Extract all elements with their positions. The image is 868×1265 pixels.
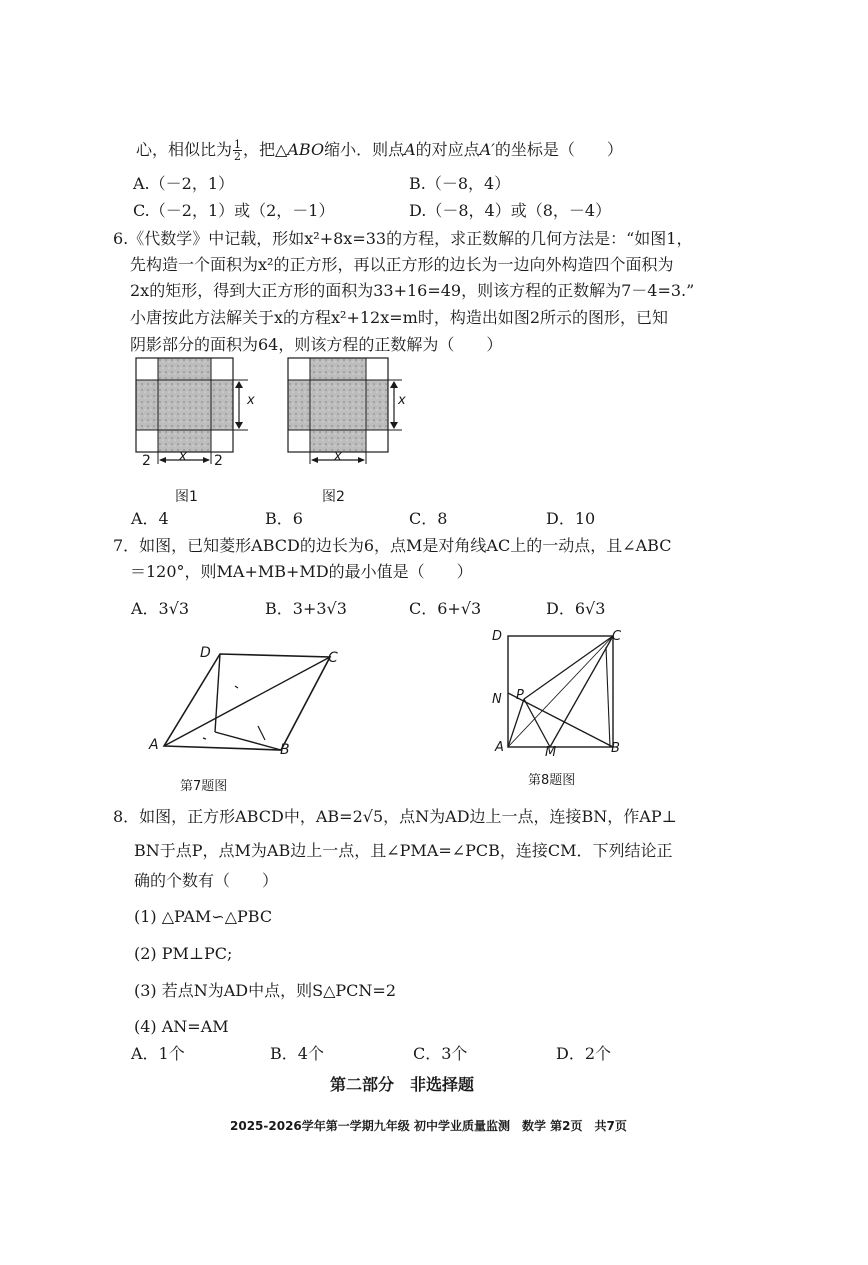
q6-option-c: C．8 [409,509,448,528]
q8-line-2: BN于点P，点M为AB边上一点，且∠PMA=∠PCB，连接CM．下列结论正 [134,841,673,860]
q6-option-d: D．10 [546,509,596,528]
q6-fig1-side-label: x [247,393,255,408]
q8-fig-caption: 第8题图 [528,773,576,788]
q6-fig1-right-label: 2 [214,453,223,469]
q7-line-1: 7．如图，已知菱形ABCD的边长为6，点M是对角线AC上的一动点，且∠ABC [113,536,672,555]
q8-option-a: A．1个 [131,1044,185,1063]
q5-text-d: 的对应点 [415,140,480,159]
q8-figure [490,625,630,760]
q6-fig1-left-label: 2 [142,453,151,469]
q5-a-prime: A′ [479,140,495,159]
q5-option-c: C.（－2，1）或（2，－1） [133,201,335,220]
q7-label-d: D [200,645,211,661]
q5-text-c: 缩小．则点 [324,140,405,159]
q6-option-a: A．4 [131,509,169,528]
q6-fig2-side-label: x [398,393,406,408]
q5-frac-den: 2 [234,150,242,163]
q5-a: A [404,140,416,159]
q8-label-m: M [545,745,557,760]
q5-option-a: A.（－2，1） [133,174,235,193]
q6-figure-2 [282,352,422,472]
q5-fraction [233,139,242,162]
q7-label-c: C [328,650,338,666]
q5-stem [136,139,623,162]
q5-option-b: B.（－8，4） [409,174,511,193]
q8-label-n: N [492,692,502,707]
page-footer: 2025-2026学年第一学期九年级 初中学业质量监测 数学 第2页 共7页 [230,1119,627,1133]
q8-statement-3: (3) 若点N为AD中点，则S△PCN=2 [134,981,396,1000]
q6-line-4: 小唐按此方法解关于x的方程x²+12x=m时，构造出如图2所示的图形，已知 [130,308,669,327]
q7-figure [140,640,360,765]
q8-option-c: C．3个 [413,1044,468,1063]
q7-option-b: B．3+3√3 [265,599,347,618]
q5-frac-num: 1 [234,138,242,151]
q7-line-2: ＝120°，则MA+MB+MD的最小值是（ ） [130,562,473,581]
q6-line-1: 6.《代数学》中记载，形如x²+8x=33的方程，求正数解的几何方法是：“如图1， [113,229,693,248]
q6-line-5: 阴影部分的面积为64，则该方程的正数解为（ ） [130,335,503,354]
q6-fig2-caption: 图2 [322,489,345,505]
q5-option-d: D.（－8，4）或（8，－4） [409,201,612,220]
q8-line-1: 8．如图，正方形ABCD中，AB=2√5，点N为AD边上一点，连接BN，作AP⊥ [113,807,677,826]
q8-line-3: 确的个数有（ ） [134,871,279,890]
q5-text-a: 心，相似比为 [136,140,233,159]
q8-statement-2: (2) PM⊥PC; [134,944,233,963]
q7-option-d: D．6√3 [546,599,606,618]
q5-abo: ABO [287,140,325,159]
q5-text-e: 的坐标是（ ） [494,140,623,159]
q7-label-b: B [280,742,290,758]
q6-fig2-bottom-label: x [334,449,342,464]
q8-label-d: D [492,629,503,644]
q8-label-a: A [495,740,504,755]
q6-fig1-middle-label: x [179,449,187,464]
q8-label-p: P [516,688,524,703]
q7-option-c: C．6+√3 [409,599,482,618]
q8-label-c: C [612,629,622,644]
q8-statement-1: (1) △PAM∽△PBC [134,907,273,926]
q7-label-a: A [149,737,159,753]
q7-fig-caption: 第7题图 [180,779,228,794]
q6-fig1-caption: 图1 [175,489,198,505]
q8-option-d: D．2个 [556,1044,612,1063]
q7-option-a: A．3√3 [131,599,190,618]
q8-statement-4: (4) AN=AM [134,1017,229,1036]
q8-label-b: B [611,741,620,756]
q6-line-2: 先构造一个面积为x²的正方形，再以正方形的边长为一边向外构造四个面积为 [130,255,674,274]
q6-line-3: 2x的矩形，得到大正方形的面积为33+16=49，则该方程的正数解为7－4=3.” [130,281,695,300]
q6-option-b: B．6 [265,509,303,528]
section-title: 第二部分 非选择题 [330,1075,475,1094]
q5-text-b: ，把△ [243,140,288,159]
q8-option-b: B．4个 [270,1044,324,1063]
